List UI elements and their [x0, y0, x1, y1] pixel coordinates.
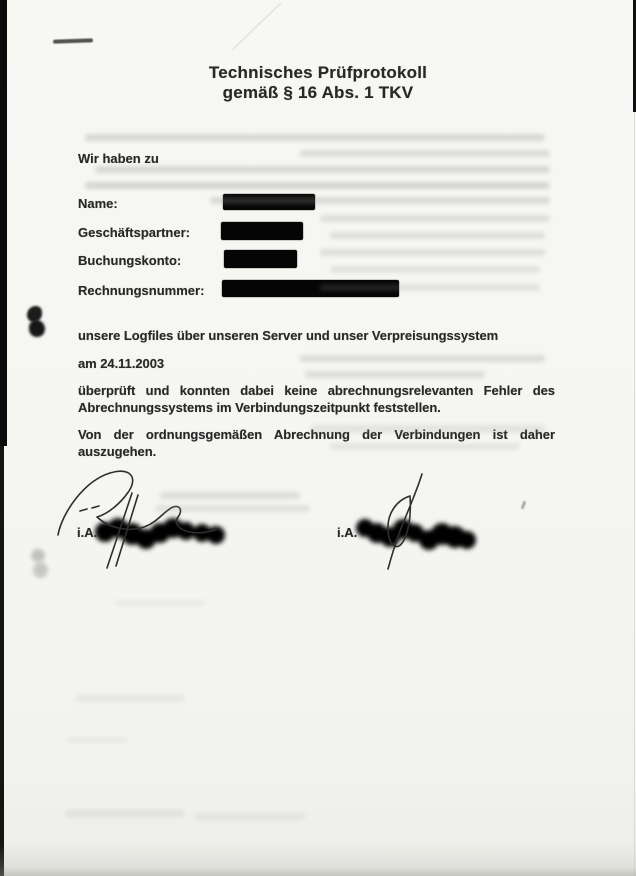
paragraph-result: überprüft und konnten dabei keine abrechnungsrelevanten Fehler des Abrechnungssystems im Verbindungszeitpunkt feststellen.: [78, 383, 555, 415]
redaction-bar-name: [223, 194, 315, 210]
field-label-name: Name:: [78, 196, 118, 211]
ink-blot-mark: [27, 306, 42, 322]
paragraph-conclusion: Von der ordnungsgemäßen Abrechnung der Verbindungen ist daher auszugehen.: [78, 427, 555, 459]
bleed-through-artifact: [95, 166, 550, 173]
bleed-through-artifact: [320, 215, 550, 222]
intro-line: Wir haben zu: [78, 151, 159, 166]
signature-ink-left: [58, 471, 218, 568]
signature-prefix-left: i.A.: [77, 525, 98, 540]
bleed-through-artifact: [300, 150, 550, 157]
signature-scribble-left: [50, 455, 310, 585]
signature-scribble-right: [325, 455, 545, 585]
paper-crease-line: [232, 2, 282, 50]
signature-block-left: [50, 455, 310, 585]
scan-edge-left-bottom: [0, 446, 4, 876]
signature-prefix-right: i.A.: [337, 525, 358, 540]
scan-edge-left-top: [0, 0, 7, 446]
ink-blot-mark: [29, 320, 45, 337]
bleed-through-artifact: [330, 232, 545, 239]
field-label-geschaeftspartner: Geschäftspartner:: [78, 225, 190, 240]
redaction-bar-rechnungsnummer: [222, 280, 399, 297]
bleed-through-artifact: [85, 134, 545, 141]
punch-hole-shadow: [31, 549, 45, 562]
bleed-through-artifact: [115, 600, 205, 606]
bleed-through-artifact: [65, 810, 185, 817]
bleed-through-artifact: [195, 813, 305, 820]
redaction-bar-buchungskonto: [224, 250, 297, 268]
document-title-line1: Technisches Prüfprotokoll: [208, 63, 428, 82]
bleed-through-artifact: [85, 182, 550, 189]
paragraph-date: am 24.11.2003: [78, 356, 165, 371]
paragraph-logfiles: unsere Logfiles über unseren Server und unser Verpreisungssystem: [78, 328, 499, 343]
scan-edge-right-line: [634, 112, 635, 876]
document-title: [8, 63, 628, 102]
redaction-bar-geschaeftspartner: [221, 222, 303, 240]
field-label-rechnungsnummer: Rechnungsnummer:: [78, 283, 205, 298]
bleed-through-artifact: [305, 371, 485, 378]
bleed-through-artifact: [330, 266, 540, 273]
bleed-through-artifact: [320, 249, 545, 256]
punch-hole-shadow: [33, 562, 48, 578]
redacted-name-blobs-right: [356, 519, 476, 550]
bleed-through-artifact: [68, 737, 128, 743]
bleed-through-artifact: [75, 695, 185, 702]
scan-bottom-shade: [0, 844, 636, 876]
signature-block-right: [325, 455, 545, 585]
pen-dash-mark: [53, 38, 93, 43]
field-label-buchungskonto: Buchungskonto:: [78, 253, 182, 268]
document-title-line2: gemäß § 16 Abs. 1 TKV: [222, 82, 414, 102]
